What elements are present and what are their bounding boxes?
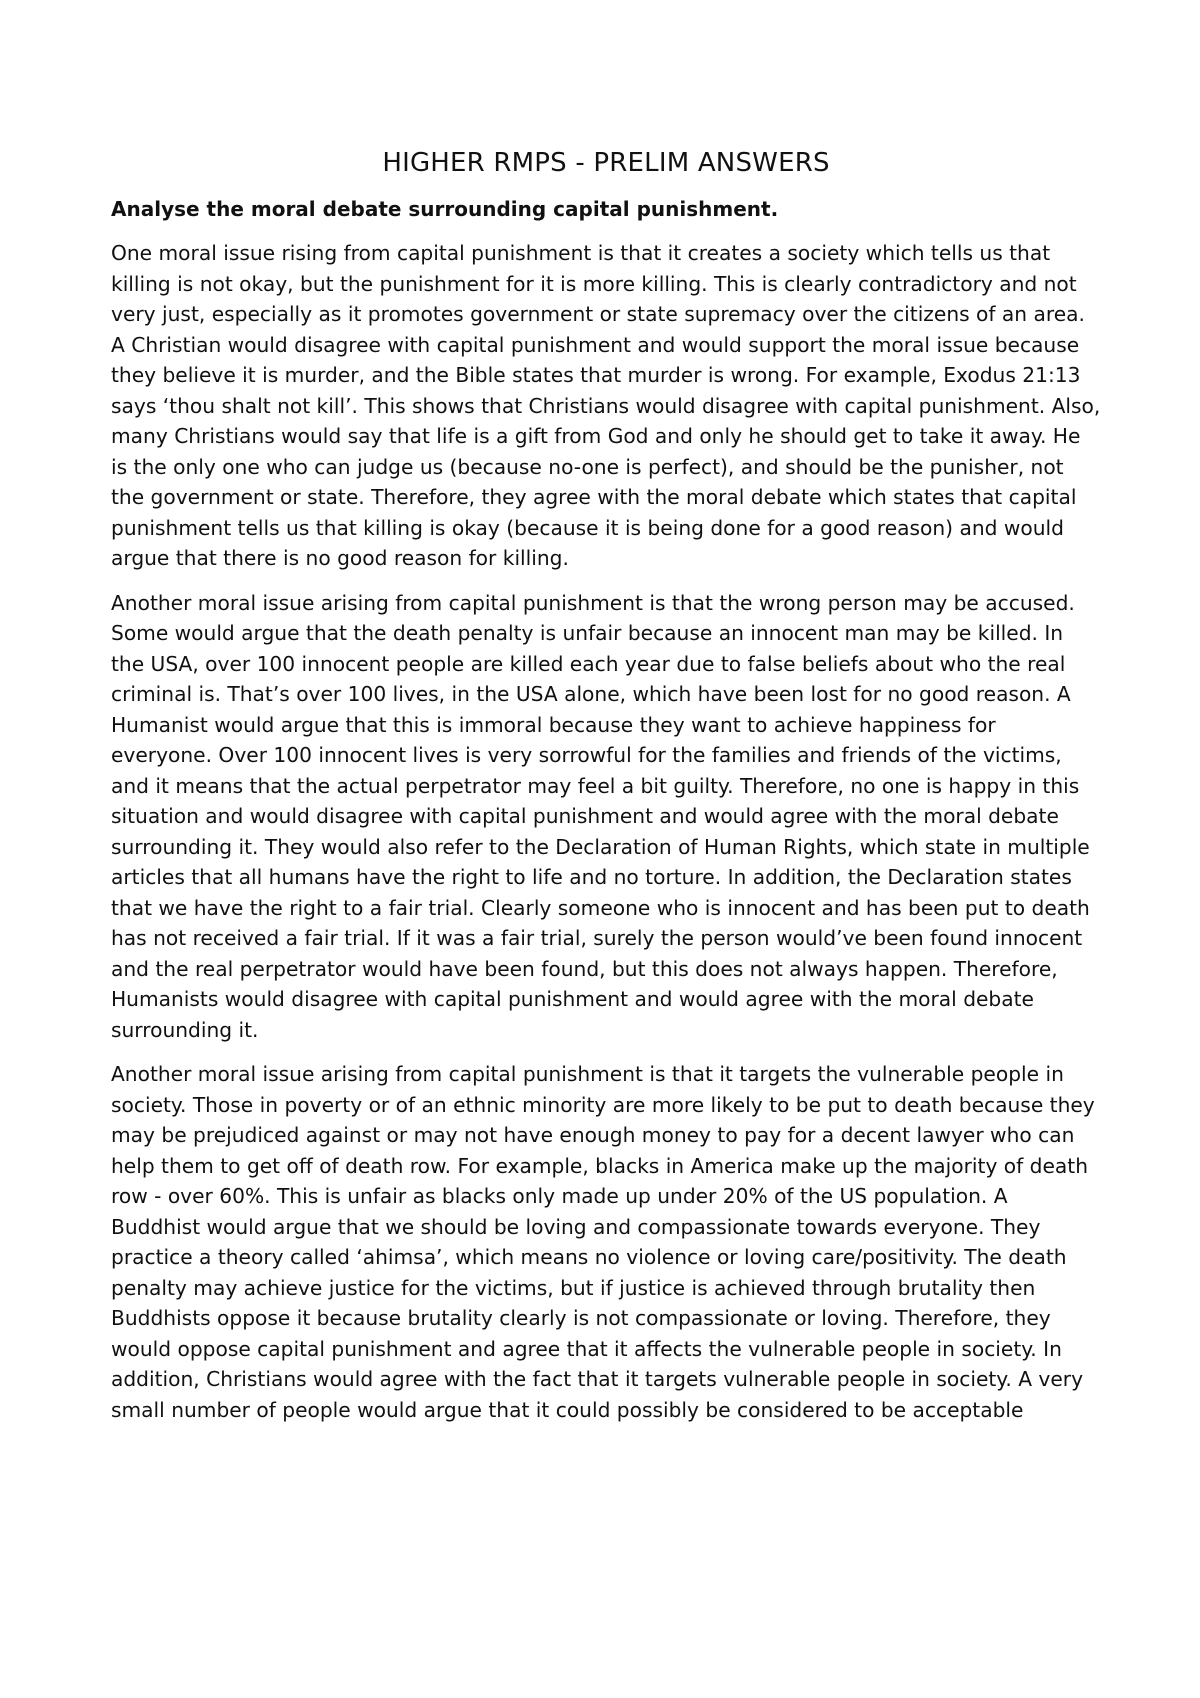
paragraph-1: One moral issue rising from capital punishment is that it creates a society which tells us that killing is not okay, but the punishment for it is more killing. This is clearly contradictory and not very just, especially as it promotes government or state supremacy over the citizens of an area. A Christian would disagree with capital punishment and would support the moral issue because they believe it is murder, and the Bible states that murder is wrong. For example, Exodus 21:13 says ‘thou shalt not kill’. This shows that Christians would disagree with capital punishment. Also, many Christians would say that life is a gift from God and only he should get to take it away. He is the only one who can judge us (because no-one is perfect), and should be the punisher, not the government or state. Therefore, they agree with the moral debate which states that capital punishment tells us that killing is okay (because it is being done for a good reason) and would argue that there is no good reason for killing. [111,241,1101,570]
paragraph-2: Another moral issue arising from capital punishment is that the wrong person may be accused. Some would argue that the death penalty is unfair because an innocent man may be killed. In the USA, over 100 innocent people are killed each year due to false beliefs about who the real criminal is. That’s over 100 lives, in the USA alone, which have been lost for no good reason. A Humanist would argue that this is immoral because they want to achieve happiness for everyone. Over 100 innocent lives is very sorrowful for the families and friends of the victims, and it means that the actual perpetrator may feel a bit guilty. Therefore, no one is happy in this situation and would disagree with capital punishment and would agree with the moral debate surrounding it. They would also refer to the Declaration of Human Rights, which state in multiple articles that all humans have the right to life and no torture. In addition, the Declaration states that we have the right to a fair trial. Clearly someone who is innocent and has been put to death has not received a fair trial. If it was a fair trial, surely the person would’ve been found innocent and the real perpetrator would have been found, but this does not always happen. Therefore, Humanists would disagree with capital punishment and would agree with the moral debate surrounding it. [111,590,1090,1042]
document-title: HIGHER RMPS - PRELIM ANSWERS [382,148,830,178]
essay-question: Analyse the moral debate surrounding capital punishment. [111,197,779,221]
paragraph-3: Another moral issue arising from capital punishment is that it targets the vulnerable people in society. Those in poverty or of an ethnic minority are more likely to be put to death because they may be prejudiced against or may not have enough money to pay for a decent lawyer who can help them to get off of death row. For example, blacks in America make up the majority of death row - over 60%. This is unfair as blacks only made up under 20% of the US population. A Buddhist would argue that we should be loving and compassionate towards everyone. They practice a theory called ‘ahimsa’, which means no violence or loving care/positivity. The death penalty may achieve justice for the victims, but if justice is achieved through brutality then Buddhists oppose it because brutality clearly is not compassionate or loving. Therefore, they would oppose capital punishment and agree that it affects the vulnerable people in society. In addition, Christians would agree with the fact that it targets vulnerable people in society. A very small number of people would argue that it could possibly be considered to be acceptable [111,1062,1095,1422]
document-body [111,146,1101,1439]
